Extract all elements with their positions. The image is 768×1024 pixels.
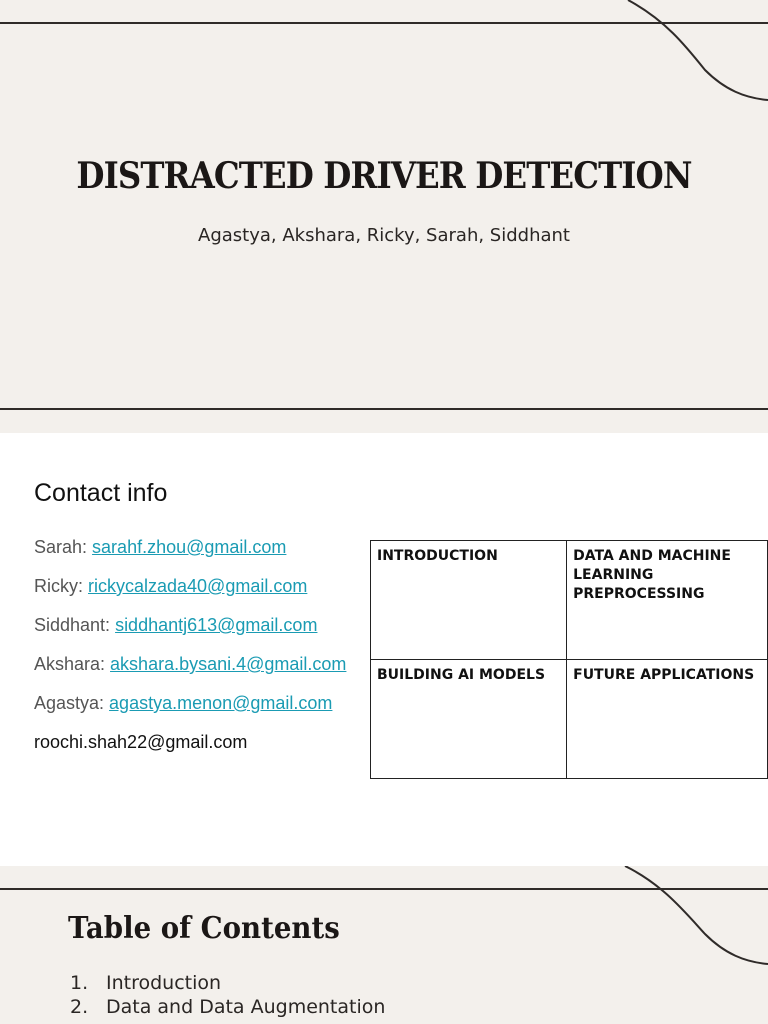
email-link[interactable]: agastya.menon@gmail.com [109,693,333,713]
toc-number: 1. [70,972,89,994]
title-slide [0,0,768,433]
toc-item [70,972,385,996]
grid-cell-data-preprocessing: DATA AND MACHINE LEARNING PREPROCESSING [567,541,768,660]
contact-slide [0,433,768,866]
contact-list [34,537,346,771]
email-link[interactable]: siddhantj613@gmail.com [115,615,318,635]
presentation-title: DISTRACTED DRIVER DETECTION [76,155,692,197]
section-grid [370,540,768,779]
toc-slide [0,866,768,1024]
toc-label: Data and Data Augmentation [106,996,386,1018]
contact-item [34,576,346,615]
toc-number: 2. [70,996,89,1018]
bottom-rule [0,408,768,410]
grid-cell-introduction: INTRODUCTION [371,541,567,660]
toc-item [70,996,385,1020]
email-link[interactable]: akshara.bysani.4@gmail.com [110,654,347,674]
contact-item [34,615,346,654]
contact-item [34,693,346,732]
contact-name: Ricky: [34,576,88,596]
toc-heading: Table of Contents [68,911,340,946]
email-link[interactable]: rickycalzada40@gmail.com [88,576,308,596]
toc-label: Introduction [106,972,222,994]
grid-cell-building-models: BUILDING AI MODELS [371,660,567,779]
contact-item [34,537,346,576]
contact-item-plain: roochi.shah22@gmail.com [34,732,248,752]
toc-list [70,972,385,1020]
authors-line: Agastya, Akshara, Ricky, Sarah, Siddhant [198,225,570,246]
contact-heading: Contact info [34,479,168,507]
decorative-curve [0,0,768,120]
contact-item [34,654,346,693]
contact-name: Sarah: [34,537,93,557]
email-link[interactable]: sarahf.zhou@gmail.com [92,537,287,557]
contact-name: Siddhant: [34,615,116,635]
contact-name: Agastya: [34,693,110,713]
grid-cell-future-applications: FUTURE APPLICATIONS [567,660,768,779]
contact-name: Akshara: [34,654,111,674]
